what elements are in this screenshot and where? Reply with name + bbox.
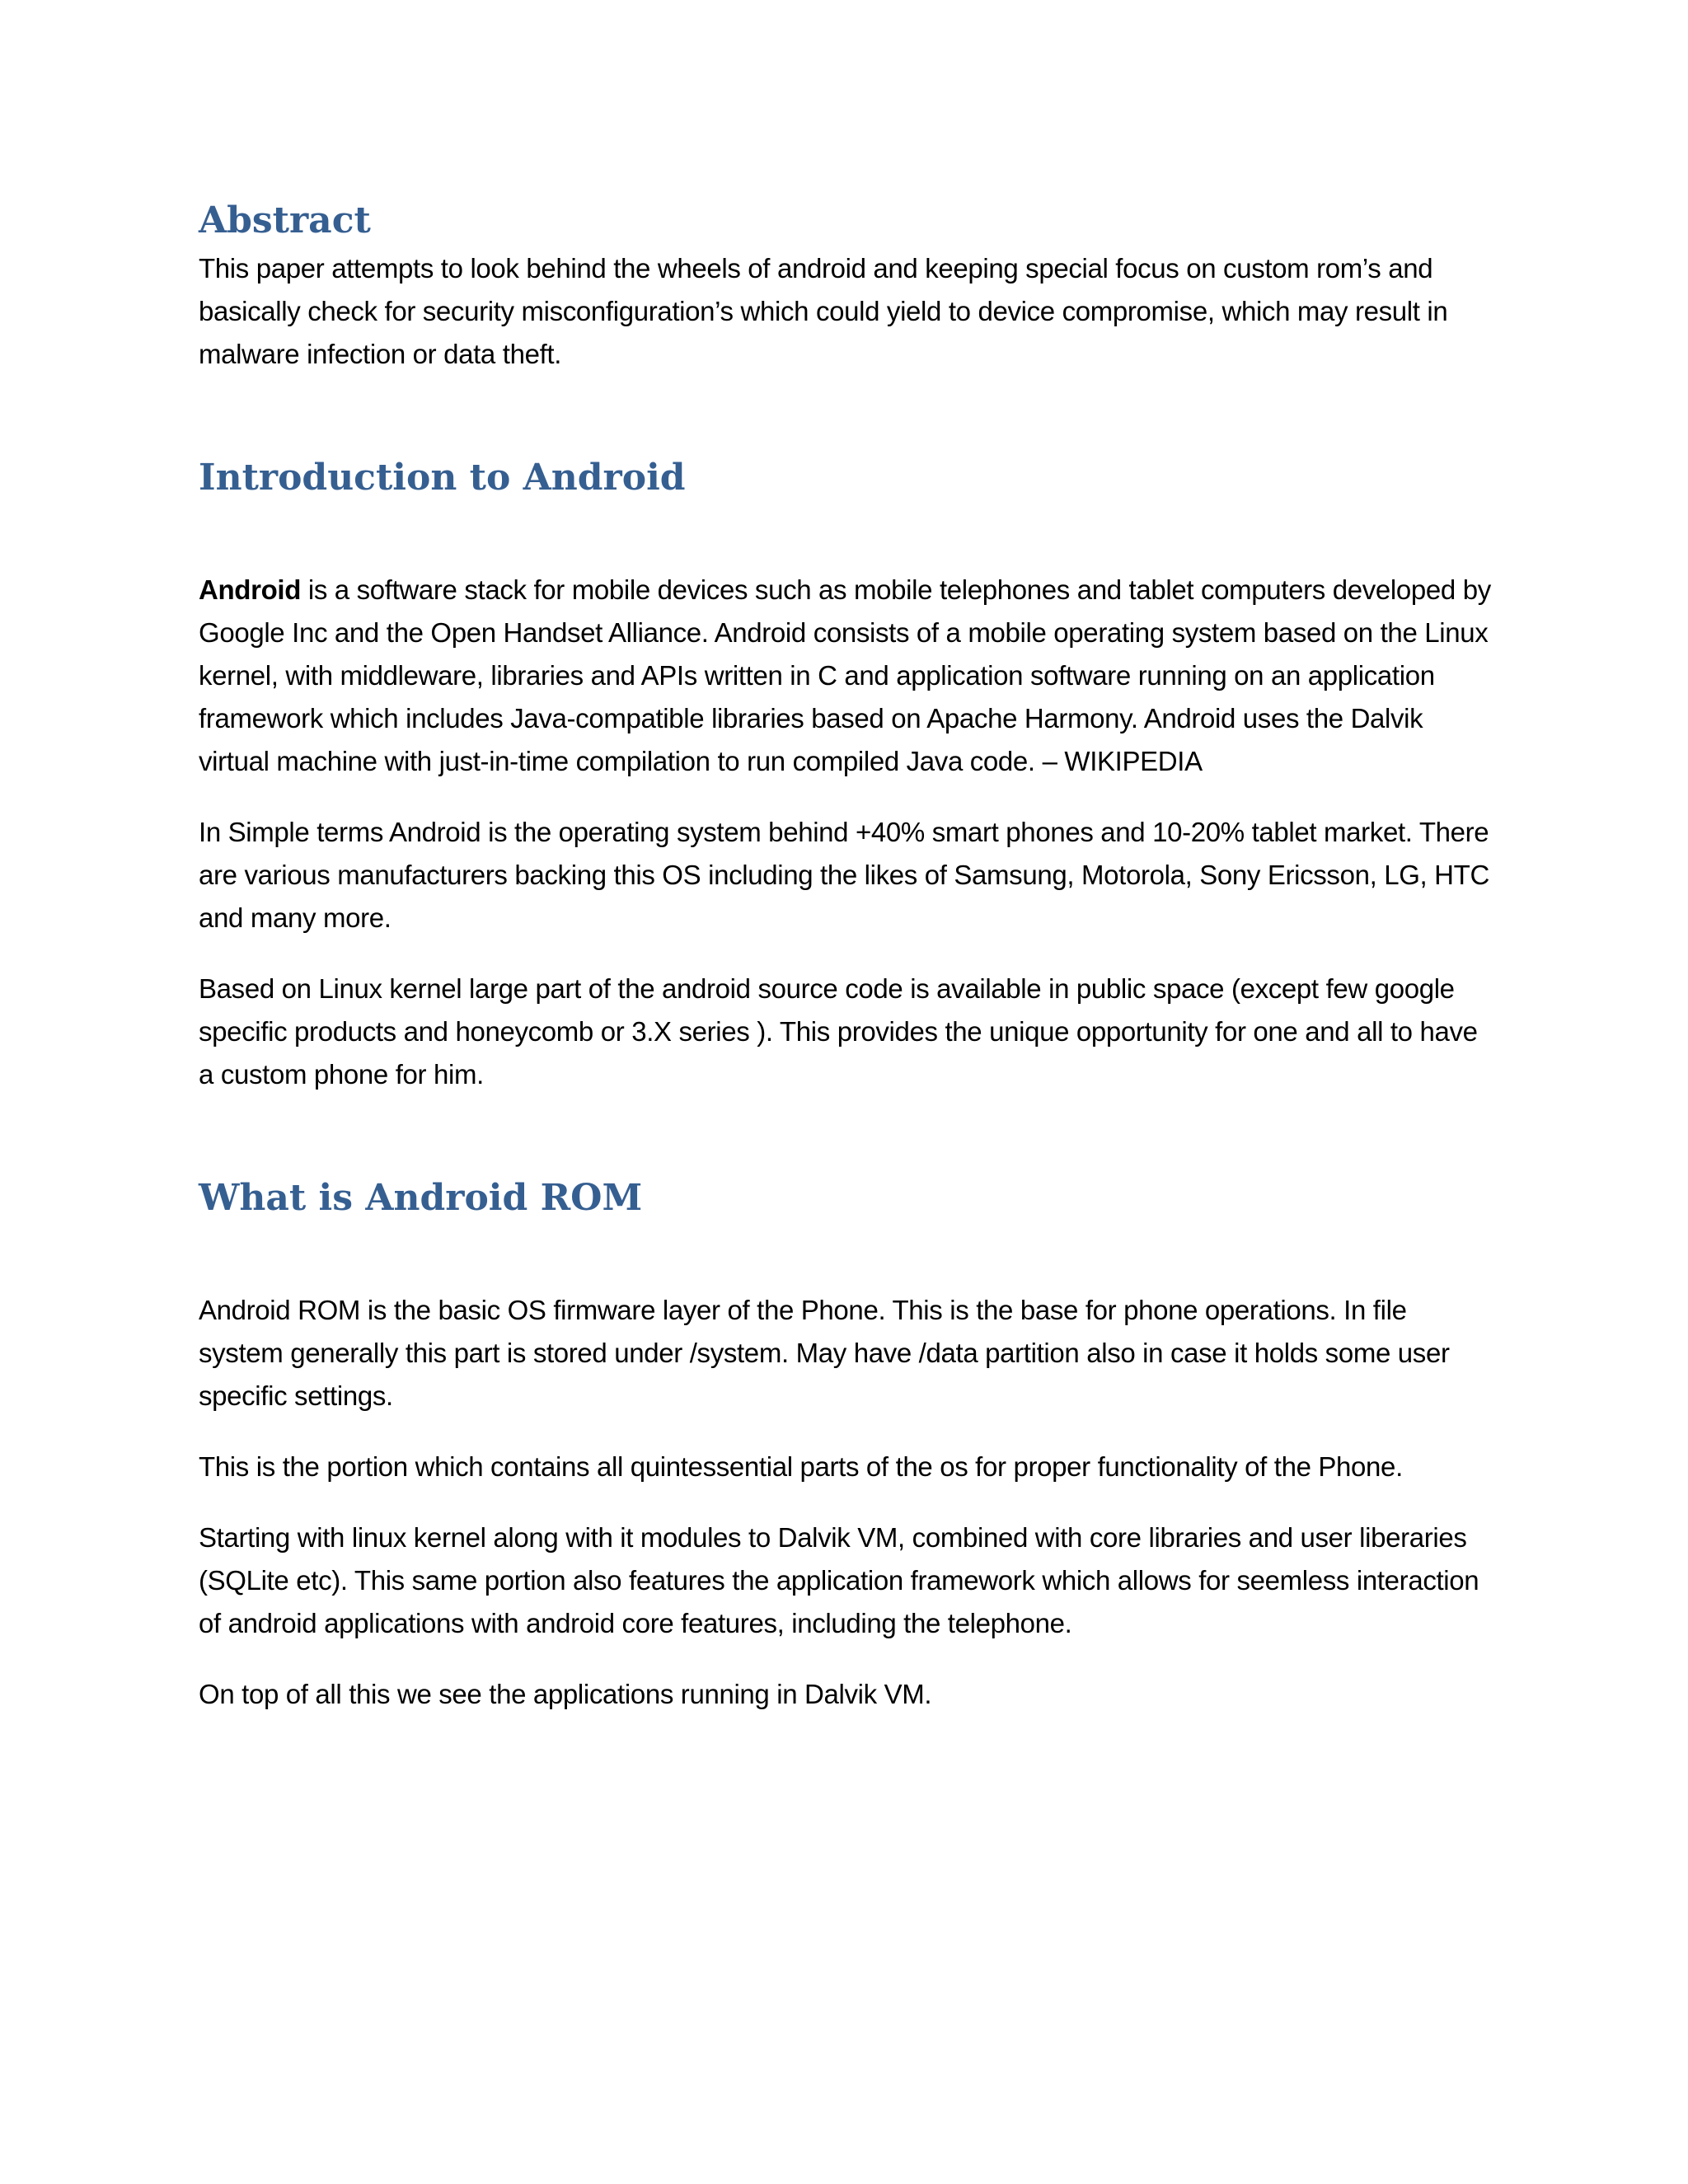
intro-paragraph-1-text: is a software stack for mobile devices such as mobile telephones and tablet computers developed by Google Inc and the Open Handset Alliance. Android consists of a mobile operating system based on the Linux kernel, with middleware, libraries and APIs written in C and application software running on an application framework which includes Java-compatible libraries based on Apache Harmony. Android uses the Dalvik virtual machine with just-in-time compilation to run compiled Java code. – WIKIPEDIA — [199, 574, 1491, 776]
heading-introduction: Introduction to Android — [199, 457, 686, 499]
spacer — [199, 1488, 1497, 1516]
heading-android-rom: What is Android ROM — [199, 1177, 643, 1219]
intro-paragraph-2: In Simple terms Android is the operating system behind +40% smart phones and 10-20% tablet market. There are various manufacturers backing this OS including the likes of Samsung, Motorola, Sony Ericsson, LG, HTC and many more. — [199, 817, 1489, 933]
intro-bold-term: Android — [199, 574, 302, 605]
spacer — [199, 1225, 1497, 1289]
spacer — [199, 1645, 1497, 1673]
rom-paragraph-2: This is the portion which contains all quintessential parts of the os for proper functionality of the Phone. — [199, 1451, 1403, 1482]
spacer — [199, 783, 1497, 811]
abstract-paragraph: This paper attempts to look behind the wheels of android and keeping special focus on custom rom’s and basically check for security misconfiguration’s which could yield to device compromise, which may result in malware infection or data theft. — [199, 253, 1448, 369]
rom-paragraph-1: Android ROM is the basic OS firmware layer of the Phone. This is the base for phone operations. In file system generally this part is stored under /system. May have /data partition also in case it holds some user specific settings. — [199, 1295, 1450, 1411]
spacer — [199, 504, 1497, 569]
intro-paragraph-1 — [199, 569, 1497, 783]
rom-paragraph-4: On top of all this we see the applications running in Dalvik VM. — [199, 1679, 932, 1709]
intro-paragraph-3: Based on Linux kernel large part of the android source code is available in public space (except few google specific products and honeycomb or 3.X series ). This provides the unique opportunity for one and all to have a custom phone for him. — [199, 973, 1478, 1090]
heading-abstract: Abstract — [199, 199, 371, 241]
spacer — [199, 940, 1497, 968]
spacer — [199, 1418, 1497, 1446]
spacer — [199, 1096, 1497, 1172]
document-body — [199, 194, 1497, 1716]
spacer — [199, 376, 1497, 452]
rom-paragraph-3: Starting with linux kernel along with it modules to Dalvik VM, combined with core libraries and user liberaries (SQLite etc). This same portion also features the application framework which allows for seemless interaction of android applications with android core features, including the telephone. — [199, 1522, 1479, 1638]
